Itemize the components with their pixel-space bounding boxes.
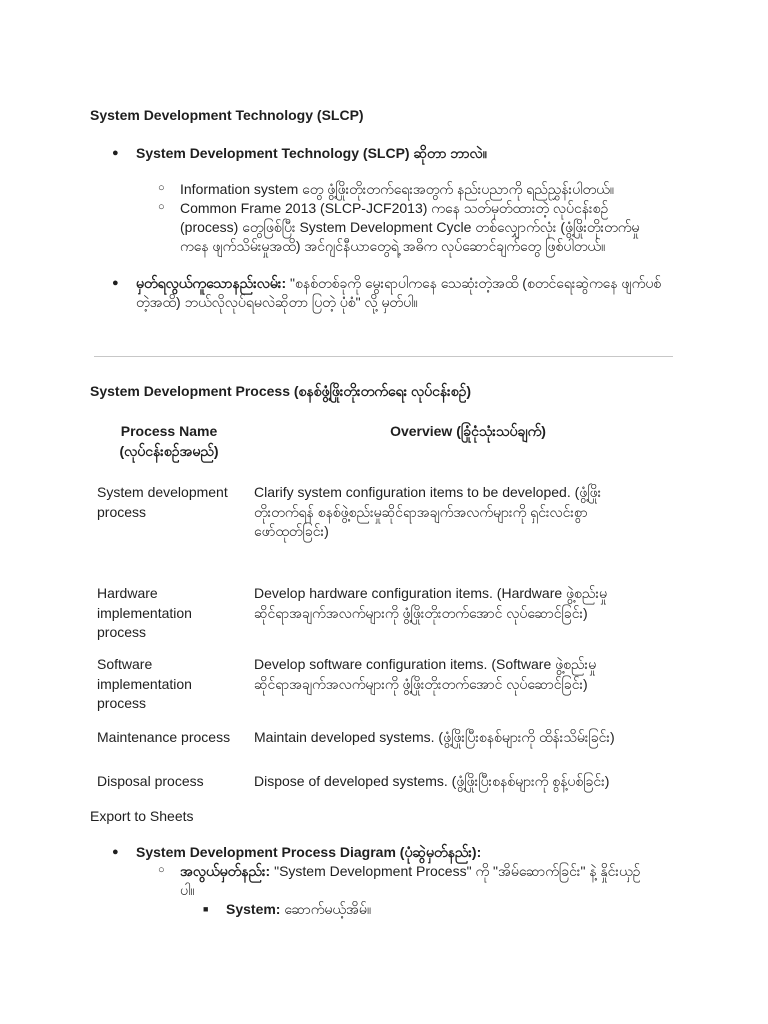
heading-sdp: System Development Process (စနစ်ဖွံ့ဖြိုးတိုးတက်ရေး လုပ်ငန်းစဉ်) xyxy=(90,383,472,399)
table-cell-overview: Dispose of developed systems. (ဖွံ့ဖြိုးပြီးစနစ်များကို စွန့်ပစ်ခြင်း) xyxy=(254,773,610,789)
system-text: ဆောက်မယ့်အိမ်။ xyxy=(280,901,372,917)
table-cell-name: Disposal process xyxy=(97,773,204,789)
table-cell-name: Hardware implementation process xyxy=(97,585,192,640)
system-label: System: xyxy=(226,901,281,917)
sub-easy-text: "System Development Process" ကို "အိမ်ဆောက်ခြင်း" နဲ့ နှိုင်းယှဉ်ပါ။ xyxy=(180,863,641,898)
subsub-item-system xyxy=(226,900,371,919)
table-header-overview: Overview (ခြုံငုံသုံးသပ်ချက်) xyxy=(390,423,546,439)
table-header-process-name: Process Name (လုပ်ငန်းစဉ်အမည်) xyxy=(119,423,219,459)
bullet-dot: ● xyxy=(112,147,119,159)
circle-bullet: ○ xyxy=(158,201,165,213)
sub-item-easy-remember xyxy=(180,862,650,900)
square-bullet: ■ xyxy=(203,904,209,914)
circle-bullet: ○ xyxy=(158,864,165,876)
heading-slcp: System Development Technology (SLCP) xyxy=(90,107,364,123)
sub-item-common-frame: Common Frame 2013 (SLCP-JCF2013) ကနေ သတ်မှတ်ထားတဲ့ လုပ်ငန်းစဉ် (process) တွေဖြစ်ပြီး System Development Cycle တစ်လျှောက်လုံး (ဖွံ့ဖြိုးတိုးတက်မှုကနေ ဖျက်သိမ်းမှုအထိ) အင်ဂျင်နီယာတွေရဲ့ အဓိက လုပ်ဆောင်ချက်တွေ ဖြစ်ပါတယ်။ xyxy=(180,200,640,254)
table-cell-overview: Maintain developed systems. (ဖွံ့ဖြိုးပြီးစနစ်များကို ထိန်းသိမ်းခြင်း) xyxy=(254,729,615,745)
easy-remember-label: မှတ်ရလွယ်ကူသောနည်းလမ်း: xyxy=(136,275,287,291)
table-cell-overview: Develop software configuration items. (Software ဖွဲ့စည်းမှုဆိုင်ရာအချက်အလက်များကို ဖွံ့ဖြိုးတိုးတက်အောင် လုပ်ဆောင်ခြင်း) xyxy=(254,656,597,692)
divider xyxy=(94,356,673,357)
table-cell-overview: Clarify system configuration items to be developed. (ဖွံ့ဖြိုးတိုးတက်ရန် စနစ်ဖွဲ့စည်းမှုဆိုင်ရာအချက်အလက်များကို ရှင်းလင်းစွာ ဖော်ထုတ်ခြင်း) xyxy=(254,484,602,539)
sub-easy-label: အလွယ်မှတ်နည်း: xyxy=(180,863,271,879)
sub-item-info-system: Information system တွေ ဖွံ့ဖြိုးတိုးတက်ရေးအတွက် နည်းပညာကို ရည်ညွှန်းပါတယ်။ xyxy=(180,181,614,197)
bullet-dot: ● xyxy=(112,277,119,289)
bullet-process-diagram: System Development Process Diagram (ပုံဆွဲမှတ်နည်း): xyxy=(136,844,482,860)
table-cell-overview: Develop hardware configuration items. (Hardware ဖွဲ့စည်းမှုဆိုင်ရာအချက်အလက်များကို ဖွံ့ဖြိုးတိုးတက်အောင် လုပ်ဆောင်ခြင်း) xyxy=(254,585,607,621)
table-cell-name: Software implementation process xyxy=(97,656,192,711)
table-cell-name: Maintenance process xyxy=(97,729,231,745)
bullet-easy-remember xyxy=(136,274,666,312)
circle-bullet: ○ xyxy=(158,182,165,194)
table-cell-name: System development process xyxy=(97,484,228,520)
easy-remember-text: "စနစ်တစ်ခုကို မွေးရာပါကနေ သေဆုံးတဲ့အထိ (စတင်ရေးဆွဲကနေ ဖျက်ပစ်တဲ့အထိ) ဘယ်လိုလုပ်ရမလဲဆိုတာ ပြတဲ့ ပုံစံ" လို့ မှတ်ပါ။ xyxy=(136,275,662,310)
bullet-dot: ● xyxy=(112,846,119,858)
export-to-sheets-link[interactable]: Export to Sheets xyxy=(90,808,194,824)
bullet-slcp-what: System Development Technology (SLCP) ဆိုတာ ဘာလဲ။ xyxy=(136,145,487,161)
